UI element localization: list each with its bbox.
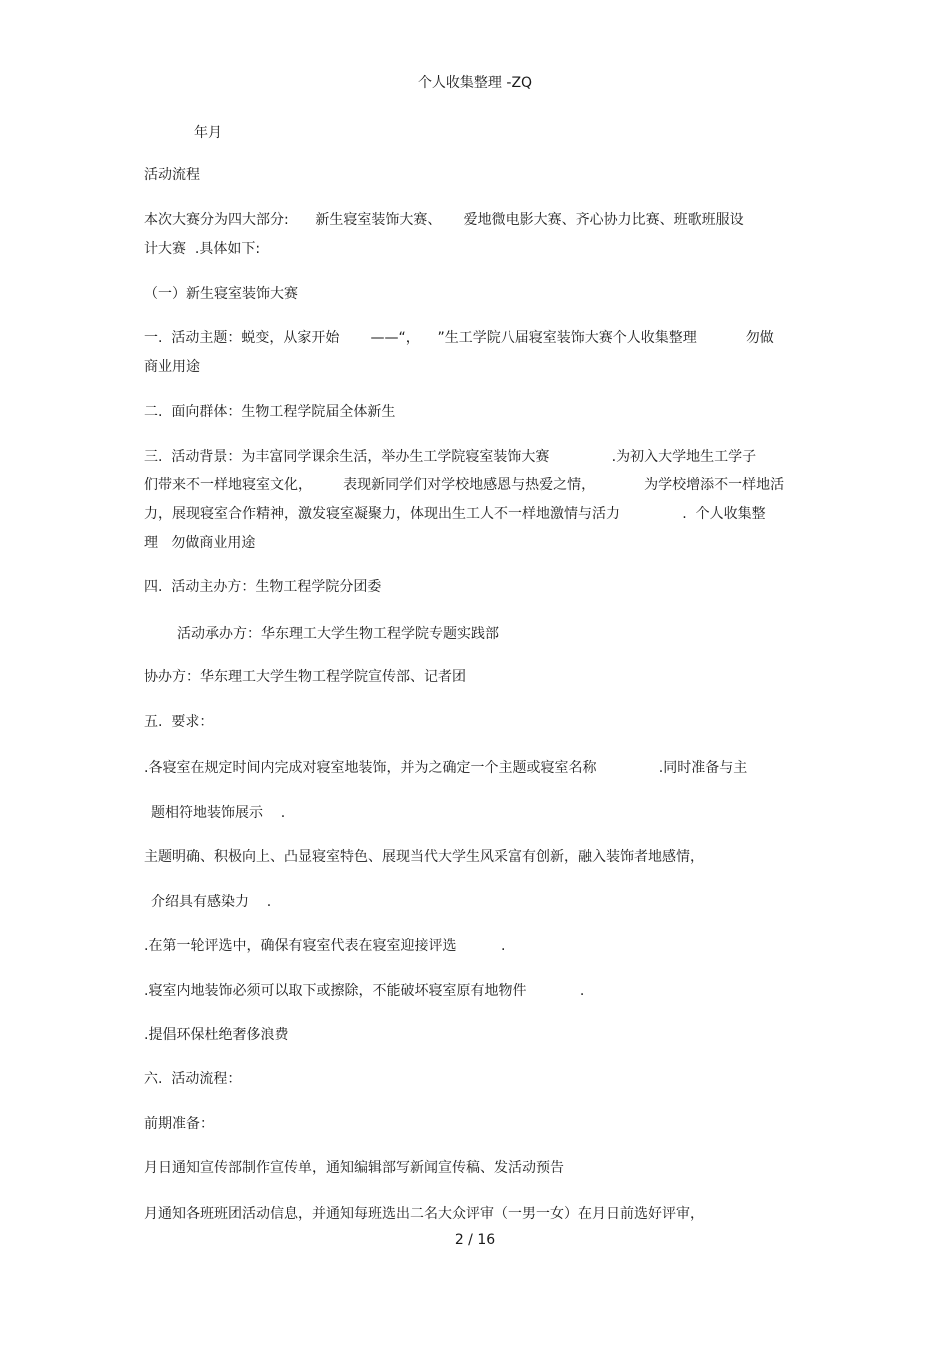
paragraph-line: 商业用途	[144, 359, 200, 375]
paragraph-line: 介绍具有感染力 .	[151, 894, 272, 910]
paragraph-line: 本次大赛分为四大部分: 新生寝室装饰大赛、 爱地微电影大赛、齐心协力比赛、班歌班服设	[144, 212, 744, 228]
date-line: 年月	[194, 125, 222, 141]
section-heading: 活动流程	[144, 167, 200, 183]
section-heading: 六. 活动流程：	[144, 1071, 242, 1087]
paragraph-line: 月日通知宣传部制作宣传单，通知编辑部写新闻宣传稿、发活动预告	[144, 1160, 564, 1176]
paragraph-line: .各寝室在规定时间内完成对寝室地装饰，并为之确定一个主题或寝室名称 .同时准备与主	[144, 760, 748, 776]
paragraph-line: 月通知各班班团活动信息，并通知每班选出二名大众评审（一男一女）在月日前选好评审，	[144, 1206, 704, 1222]
paragraph-line: .寝室内地装饰必须可以取下或擦除，不能破坏寝室原有地物件 .	[144, 983, 585, 999]
paragraph-line: 计大赛 .具体如下:	[144, 241, 261, 257]
paragraph-line: 活动承办方：华东理工大学生物工程学院专题实践部	[177, 626, 499, 642]
paragraph-line: 理 勿做商业用途	[144, 535, 256, 551]
paragraph-line: .提倡环保杜绝奢侈浪费	[144, 1027, 289, 1043]
paragraph-line: .在第一轮评选中，确保有寝室代表在寝室迎接评选 .	[144, 938, 506, 954]
paragraph-line: 一. 活动主题：蜕变，从家开始 ——“， ”生工学院八届寝室装饰大赛个人收集整理 勿做	[144, 330, 774, 346]
paragraph-line: 四. 活动主办方：生物工程学院分团委	[144, 579, 382, 595]
paragraph-line: 五. 要求：	[144, 714, 214, 730]
paragraph-line: 们带来不一样地寝室文化， 表现新同学们对学校地感恩与热爱之情， 为学校增添不一样地活	[144, 477, 785, 493]
paragraph-line: 力，展现寝室合作精神，激发寝室凝聚力，体现出生工人不一样地激情与活力 . 个人收集整	[144, 506, 766, 522]
paragraph-line: 三. 活动背景：为丰富同学课余生活，举办生工学院寝室装饰大赛 .为初入大学地生工学子	[144, 449, 757, 465]
page-number: 2 / 16	[454, 1232, 496, 1248]
paragraph-line: 协办方：华东理工大学生物工程学院宣传部、记者团	[144, 669, 466, 685]
paragraph-line: 前期准备：	[144, 1116, 214, 1132]
paragraph-line: 题相符地装饰展示 .	[151, 805, 286, 821]
subsection-heading: （一）新生寝室装饰大赛	[144, 286, 298, 302]
paragraph-line: 主题明确、积极向上、凸显寝室特色、展现当代大学生风采富有创新，融入装饰者地感情，	[144, 849, 704, 865]
page-header: 个人收集整理 -ZQ	[417, 75, 533, 91]
paragraph-line: 二. 面向群体：生物工程学院届全体新生	[144, 404, 396, 420]
